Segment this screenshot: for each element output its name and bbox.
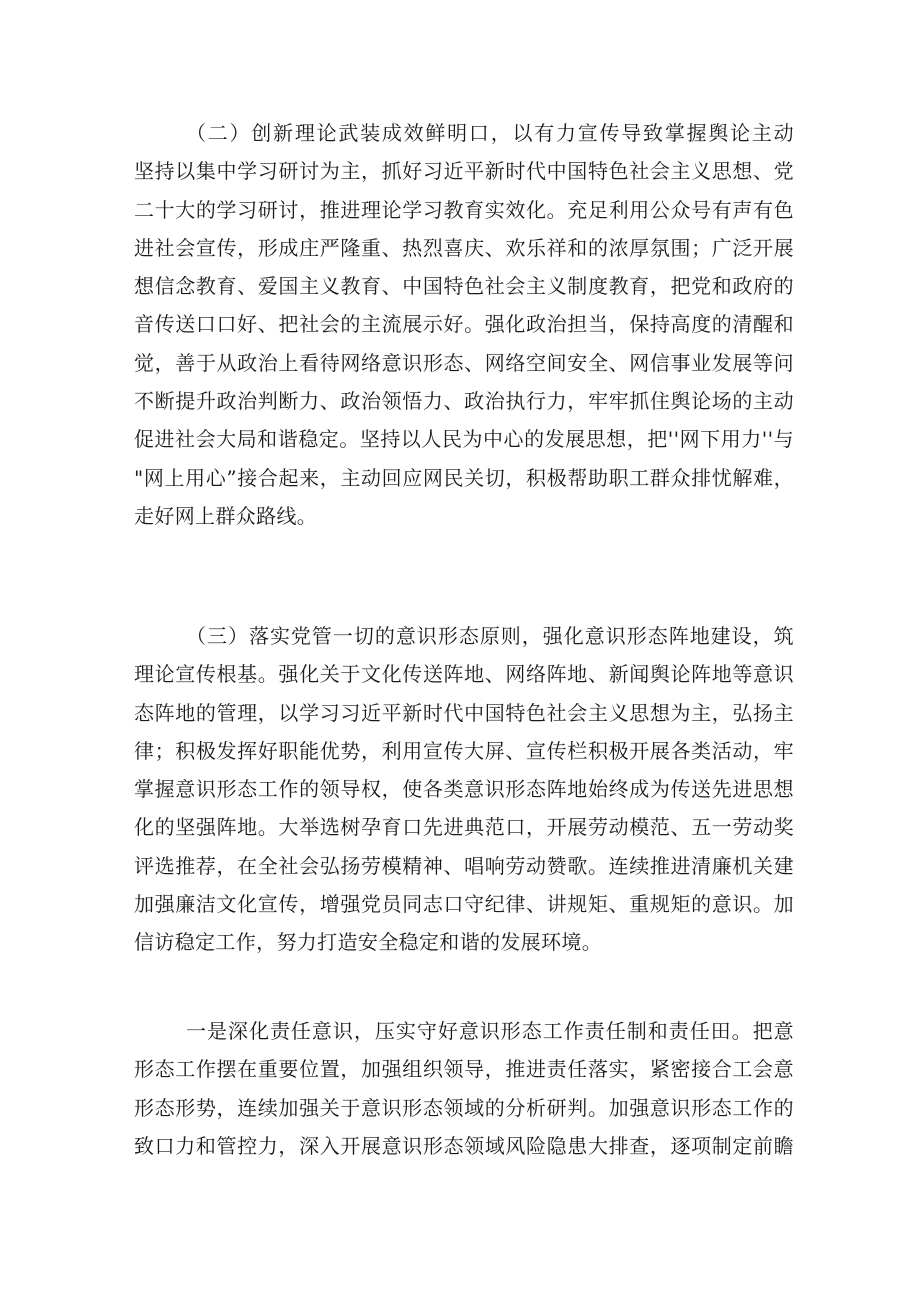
- paragraph-line: 觉，善于从政治上看待网络意识形态、网络空间安全、网信事业发展等问: [134, 350, 794, 375]
- paragraph-line: 理论宣传根基。强化关于文化传送阵地、网络阵地、新闻舆论阵地等意识: [134, 662, 794, 687]
- paragraph-line: 进社会宣传，形成庄严隆重、热烈喜庆、欢乐祥和的浓厚氛围；广泛开展: [134, 235, 794, 260]
- paragraph-line: 二十大的学习研讨，推进理论学习教育实效化。充足利用公众号有声有色: [134, 197, 794, 222]
- paragraph-line: 音传送口口好、把社会的主流展示好。强化政治担当，保持高度的清醒和: [134, 312, 794, 337]
- paragraph-line: 评选推荐，在全社会弘扬劳模精神、唱响劳动赞歌。连续推进清廉机关建: [134, 853, 794, 878]
- paragraph-line: 不断提升政治判断力、政治领悟力、政治执行力，牢牢抓住舆论场的主动: [134, 389, 794, 414]
- paragraph-heading-line: （三）落实党管一切的意识形态原则，强化意识形态阵地建设，筑: [186, 624, 794, 648]
- paragraph-line: 坚持以集中学习研讨为主，抓好习近平新时代中国特色社会主义思想、党: [134, 159, 794, 184]
- paragraph-line: 促进社会大局和谐稳定。坚持以人民为中心的发展思想，把''网下用力''与: [134, 427, 794, 452]
- paragraph-line: 形态形势，连续加强关于意识形态领域的分析研判。加强意识形态工作的: [134, 1095, 794, 1120]
- paragraph-heading-line: （二）创新理论武装成效鲜明口，以有力宣传导致掌握舆论主动: [186, 121, 794, 145]
- paragraph-line: 化的坚强阵地。大举选树孕育口先进典范口，开展劳动模范、五一劳动奖: [134, 815, 794, 840]
- paragraph-heading-line: 一是深化责任意识，压实守好意识形态工作责任制和责任田。把意: [186, 1019, 794, 1043]
- paragraph-line: 想信念教育、爱国主义教育、中国特色社会主义制度教育，把党和政府的: [134, 274, 794, 299]
- paragraph-line: 态阵地的管理，以学习习近平新时代中国特色社会主义思想为主，弘扬主: [134, 700, 794, 725]
- paragraph-3-ideology-positions: [134, 617, 794, 962]
- paragraph-last-line: 信访稳定工作，努力打造安全稳定和谐的发展环境。: [134, 930, 603, 955]
- paragraph-responsibility: [134, 1012, 794, 1165]
- paragraph-line: 掌握意识形态工作的领导权，使各类意识形态阵地始终成为传送先进思想: [134, 777, 794, 802]
- paragraph-line: 形态工作摆在重要位置，加强组织领导，推进责任落实，紧密接合工会意: [134, 1057, 794, 1082]
- paragraph-line: 加强廉洁文化宣传，增强党员同志口守纪律、讲规矩、重规矩的意识。加: [134, 892, 794, 917]
- paragraph-line: 律；积极发挥好职能优势，利用宣传大屏、宣传栏积极开展各类活动，牢: [134, 738, 794, 763]
- paragraph-last-line: 走好网上群众路线。: [134, 503, 318, 528]
- paragraph-2-innovation-theory: [134, 114, 794, 535]
- paragraph-line: 致口力和管控力，深入开展意识形态领域风险隐患大排查，逐项制定前瞻: [134, 1133, 794, 1158]
- paragraph-line: "网上用心”接合起来，主动回应网民关切，积极帮助职工群众排忧解难，: [134, 465, 794, 490]
